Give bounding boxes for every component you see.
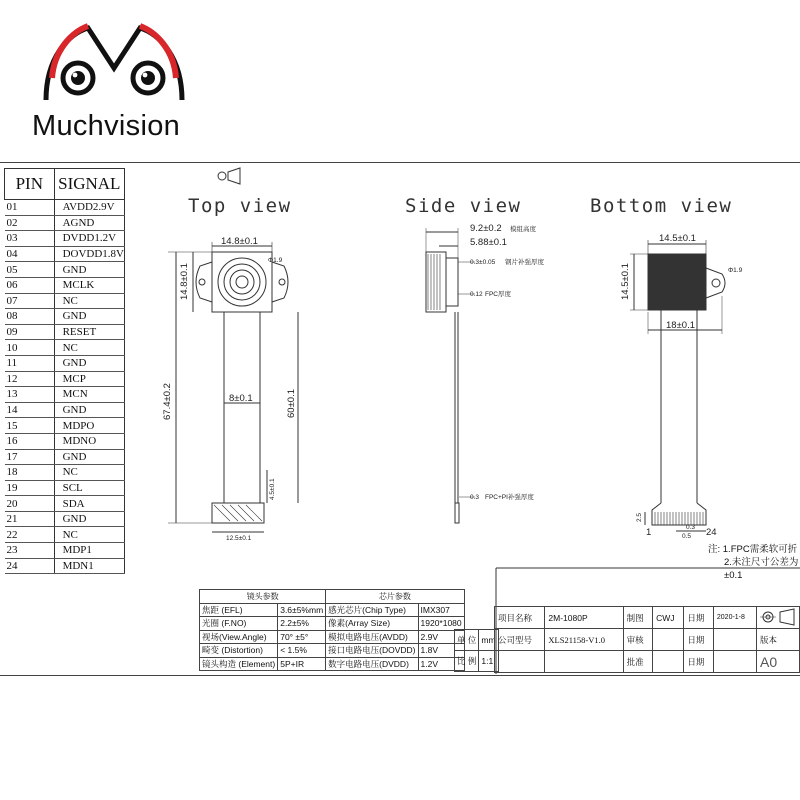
pin-number: 03 bbox=[5, 231, 55, 247]
side-total-note: 模组高度 bbox=[510, 226, 536, 233]
pitch-b-dim: 0.3 bbox=[686, 524, 696, 531]
signal-header: SIGNAL bbox=[54, 169, 124, 200]
pin-number: 19 bbox=[5, 480, 55, 496]
param-chip-value: 1.2V bbox=[418, 657, 464, 671]
pin-signal: GND bbox=[54, 511, 124, 527]
stiffener-dim: 4.5±0.1 bbox=[269, 478, 276, 500]
pin-number: 16 bbox=[5, 433, 55, 449]
side-stiff-dim: 0.3±0.05 bbox=[470, 259, 496, 266]
param-chip-label: 感光芯片(Chip Type) bbox=[326, 603, 418, 617]
pin-signal: RESET bbox=[54, 324, 124, 340]
pin-number: 22 bbox=[5, 527, 55, 543]
pin-number: 10 bbox=[5, 340, 55, 356]
unit-label: 单 位 bbox=[455, 630, 479, 651]
notes bbox=[708, 543, 800, 582]
title-block bbox=[494, 606, 800, 673]
pin-signal: MDNO bbox=[54, 433, 124, 449]
project-label: 项目名称 bbox=[495, 607, 545, 629]
bottom-hole-dim: Φ1.9 bbox=[728, 267, 743, 274]
drawn-label: 制图 bbox=[623, 607, 653, 629]
projection-cell bbox=[757, 607, 800, 629]
pin-number: 01 bbox=[5, 200, 55, 216]
pin-signal: MDP1 bbox=[54, 543, 124, 559]
pitch-c-dim: 0.5 bbox=[682, 533, 692, 540]
param-label: 光圈 (F.NO) bbox=[200, 617, 278, 631]
side-fpcstiff-dim: 0.3 bbox=[470, 494, 480, 501]
side-fpcstiff-note: FPC+PI补强厚度 bbox=[485, 494, 534, 501]
pin-number: 18 bbox=[5, 465, 55, 481]
empty-cell-1 bbox=[495, 651, 545, 673]
pin-signal: MDN1 bbox=[54, 558, 124, 574]
date-label-3: 日期 bbox=[684, 651, 714, 673]
side-body-dim: 5.88±0.1 bbox=[470, 237, 507, 248]
pin-signal: DOVDD1.8V bbox=[54, 246, 124, 262]
pin-number: 05 bbox=[5, 262, 55, 278]
side-view-drawing bbox=[426, 228, 475, 523]
unit-value: mm bbox=[479, 630, 498, 651]
top-height-dim: 14.8±0.1 bbox=[179, 263, 190, 300]
scale-label: 比 例 bbox=[455, 651, 479, 672]
pin-number: 02 bbox=[5, 215, 55, 231]
date-label-2: 日期 bbox=[684, 629, 714, 651]
param-chip-label: 像素(Array Size) bbox=[326, 617, 418, 631]
chip-params-header: 芯片参数 bbox=[326, 590, 465, 604]
pin-signal: MCP bbox=[54, 371, 124, 387]
pin-header: PIN bbox=[5, 169, 55, 200]
top-width-dim: 14.8±0.1 bbox=[221, 236, 258, 247]
pin-first-label: 1 bbox=[646, 527, 652, 538]
note-line-2: 2.未注尺寸公差为±0.1 bbox=[724, 557, 799, 581]
pitch-a-dim: 2.5 bbox=[636, 512, 643, 522]
pin-signal: NC bbox=[54, 293, 124, 309]
param-chip-value: IMX307 bbox=[418, 603, 464, 617]
pin-number: 20 bbox=[5, 496, 55, 512]
pin-signal: SCL bbox=[54, 480, 124, 496]
bottom-view-drawing bbox=[630, 240, 725, 531]
side-total-dim: 9.2±0.2 bbox=[470, 223, 502, 234]
fpc-width-dim: 8±0.1 bbox=[229, 393, 253, 404]
side-fpc-dim: 0.12 bbox=[470, 291, 483, 298]
pin-signal: AGND bbox=[54, 215, 124, 231]
approve-label: 批准 bbox=[623, 651, 653, 673]
bottom-width-dim: 14.5±0.1 bbox=[659, 233, 696, 244]
param-chip-label: 模拟电路电压(AVDD) bbox=[326, 630, 418, 644]
param-label: 畸变 (Distortion) bbox=[200, 644, 278, 658]
params-table bbox=[199, 589, 465, 671]
pin-signal: GND bbox=[54, 262, 124, 278]
check-date bbox=[713, 629, 756, 651]
pin-signal: AVDD2.9V bbox=[54, 200, 124, 216]
pin-number: 07 bbox=[5, 293, 55, 309]
param-chip-value: 2.9V bbox=[418, 630, 464, 644]
pin-signal: GND bbox=[54, 402, 124, 418]
total-length-dim: 67.4±0.2 bbox=[162, 383, 173, 420]
pin-number: 06 bbox=[5, 277, 55, 293]
param-label: 焦距 (EFL) bbox=[200, 603, 278, 617]
param-row bbox=[200, 603, 465, 617]
version-label: 版本 bbox=[757, 629, 800, 651]
note-line-1: 注: 1.FPC需柔软可折 bbox=[708, 544, 798, 555]
param-value: < 1.5% bbox=[278, 644, 326, 658]
param-row bbox=[200, 630, 465, 644]
pin-number: 23 bbox=[5, 543, 55, 559]
pin-signal: GND bbox=[54, 309, 124, 325]
check-label: 审核 bbox=[623, 629, 653, 651]
pin-number: 17 bbox=[5, 449, 55, 465]
project-value: 2M-1080P bbox=[545, 607, 623, 629]
pin-number: 09 bbox=[5, 324, 55, 340]
pin-signal: MDPO bbox=[54, 418, 124, 434]
pin-number: 14 bbox=[5, 402, 55, 418]
param-value: 3.6±5%mm bbox=[278, 603, 326, 617]
pin-signal: MCLK bbox=[54, 277, 124, 293]
param-value: 5P+IR bbox=[278, 657, 326, 671]
pin-signal: GND bbox=[54, 355, 124, 371]
param-row bbox=[200, 617, 465, 631]
empty-cell-2 bbox=[545, 651, 623, 673]
bottom-mount-dim: 18±0.1 bbox=[666, 320, 695, 331]
param-chip-value: 1.8V bbox=[418, 644, 464, 658]
brand-name: Muchvision bbox=[32, 110, 181, 142]
param-chip-value: 1920*1080 bbox=[418, 617, 464, 631]
pin-signal: NC bbox=[54, 527, 124, 543]
pin-last-label: 24 bbox=[706, 527, 717, 538]
pin-number: 11 bbox=[5, 355, 55, 371]
model-value: XLS21158-V1.0 bbox=[545, 629, 623, 651]
version-value: A0 bbox=[757, 651, 800, 673]
scale-value: 1:1 bbox=[479, 651, 498, 672]
pin-number: 13 bbox=[5, 387, 55, 403]
pin-number: 15 bbox=[5, 418, 55, 434]
pin-signal: NC bbox=[54, 465, 124, 481]
param-label: 镜头构造 (Element) bbox=[200, 657, 278, 671]
check-value bbox=[653, 629, 684, 651]
side-view-title: Side view bbox=[405, 195, 522, 217]
pin-number: 21 bbox=[5, 511, 55, 527]
pin-signal: GND bbox=[54, 449, 124, 465]
param-chip-label: 数字电路电压(DVDD) bbox=[326, 657, 418, 671]
param-chip-label: 接口电路电压(DOVDD) bbox=[326, 644, 418, 658]
approve-value bbox=[653, 651, 684, 673]
pin-number: 12 bbox=[5, 371, 55, 387]
bottom-height-dim: 14.5±0.1 bbox=[620, 263, 631, 300]
fpc-length-dim: 60±0.1 bbox=[286, 389, 297, 418]
param-value: 2.2±5% bbox=[278, 617, 326, 631]
pin-number: 04 bbox=[5, 246, 55, 262]
param-value: 70° ±5° bbox=[278, 630, 326, 644]
pin-signal: SDA bbox=[54, 496, 124, 512]
top-hole-dim: Φ1.9 bbox=[268, 257, 283, 264]
connector-dim: 12.5±0.1 bbox=[226, 535, 252, 542]
pin-number: 08 bbox=[5, 309, 55, 325]
drawn-value: CWJ bbox=[653, 607, 684, 629]
side-fpc-note: FPC厚度 bbox=[485, 291, 511, 298]
param-row bbox=[200, 657, 465, 671]
model-label: 公司型号 bbox=[495, 629, 545, 651]
unit-scale-block bbox=[454, 629, 499, 672]
pin-signal: DVDD1.2V bbox=[54, 231, 124, 247]
pin-signal: NC bbox=[54, 340, 124, 356]
param-label: 视场(View.Angle) bbox=[200, 630, 278, 644]
lens-params-header: 镜头参数 bbox=[200, 590, 326, 604]
top-view-title: Top view bbox=[188, 195, 292, 217]
side-stiff-note: 钢片补强厚度 bbox=[505, 259, 544, 266]
pin-number: 24 bbox=[5, 558, 55, 574]
param-row bbox=[200, 644, 465, 658]
bottom-view-title: Bottom view bbox=[590, 195, 733, 217]
approve-date bbox=[713, 651, 756, 673]
pin-signal: MCN bbox=[54, 387, 124, 403]
date-label: 日期 bbox=[684, 607, 714, 629]
date-value: 2020-1-8 bbox=[713, 607, 756, 629]
